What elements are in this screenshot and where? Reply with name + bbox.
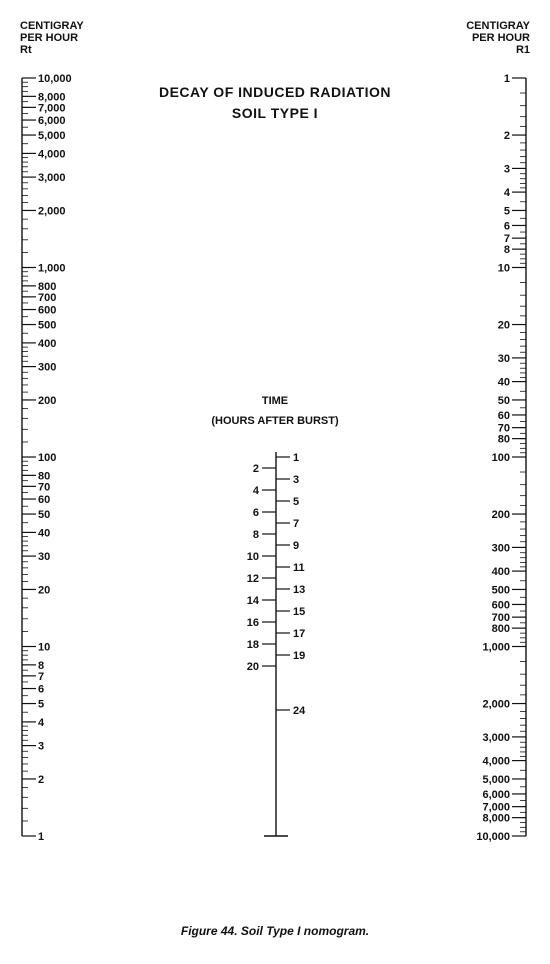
time-right-label: 1	[293, 452, 300, 464]
left-tick-label: 40	[38, 527, 51, 540]
right-rate-scale	[476, 73, 526, 843]
right-tick-label: 40	[497, 376, 510, 389]
right-tick-label: 7	[503, 233, 510, 246]
left-tick-label: 10	[38, 641, 51, 654]
time-title-line1: TIME	[261, 395, 289, 407]
time-scale	[247, 452, 306, 836]
left-tick-label: 30	[38, 551, 51, 564]
time-left-label: 14	[246, 595, 259, 607]
left-tick-label: 400	[38, 337, 57, 350]
right-tick-label: 10,000	[476, 831, 510, 843]
time-right-label: 11	[293, 562, 305, 574]
right-tick-label: 2	[503, 130, 510, 143]
left-tick-label: 80	[38, 470, 51, 483]
right-tick-label: 30	[497, 352, 510, 365]
left-tick-label: 4	[38, 716, 45, 729]
left-tick-label: 5,000	[38, 130, 66, 143]
right-tick-label: 50	[497, 394, 510, 407]
right-tick-label: 400	[491, 566, 510, 579]
time-left-label: 18	[246, 639, 259, 651]
time-right-label: 5	[293, 496, 300, 508]
left-tick-label: 1	[38, 831, 45, 843]
left-tick-label: 3,000	[38, 172, 66, 185]
left-tick-label: 800	[38, 280, 57, 293]
right-tick-label: 60	[497, 409, 510, 422]
time-left-label: 10	[246, 551, 259, 563]
right-tick-label: 5,000	[482, 773, 510, 786]
left-rate-scale	[22, 73, 72, 843]
right-tick-label: 8,000	[482, 812, 510, 825]
left-tick-label: 1,000	[38, 262, 66, 275]
right-tick-label: 2,000	[482, 698, 510, 711]
right-tick-label: 100	[491, 452, 510, 464]
left-tick-label: 3	[38, 740, 45, 753]
left-tick-label: 7	[38, 670, 45, 683]
right-tick-label: 7,000	[482, 801, 510, 814]
left-tick-label: 4,000	[38, 148, 66, 161]
left-tick-label: 8,000	[38, 91, 66, 104]
right-tick-label: 8	[503, 244, 510, 257]
time-left-label: 6	[252, 507, 259, 519]
right-header-line2: PER HOUR	[471, 32, 530, 44]
right-tick-label: 3,000	[482, 731, 510, 744]
left-tick-label: 20	[38, 584, 51, 597]
figure-caption: Figure 44. Soil Type I nomogram.	[180, 924, 370, 938]
time-right-label: 15	[293, 606, 306, 618]
right-tick-label: 500	[491, 584, 510, 597]
right-tick-label: 5	[503, 205, 510, 218]
right-tick-label: 1	[503, 73, 510, 85]
left-tick-label: 700	[38, 291, 57, 304]
right-tick-label: 700	[491, 612, 510, 625]
left-tick-label: 7,000	[38, 102, 66, 115]
time-right-label: 17	[293, 628, 306, 640]
time-right-label: 9	[293, 540, 300, 552]
time-left-label: 20	[246, 661, 259, 673]
time-left-label: 12	[246, 573, 259, 585]
left-tick-label: 100	[38, 452, 57, 464]
right-tick-label: 800	[491, 623, 510, 636]
right-tick-label: 6,000	[482, 788, 510, 801]
right-tick-label: 1,000	[482, 641, 510, 654]
left-tick-label: 300	[38, 361, 57, 374]
right-tick-label: 20	[497, 319, 510, 332]
left-tick-label: 6,000	[38, 115, 66, 128]
right-tick-label: 200	[491, 509, 510, 522]
right-tick-label: 10	[497, 262, 510, 275]
title-line1: DECAY OF INDUCED RADIATION	[158, 84, 392, 100]
time-right-label: 24	[293, 705, 306, 717]
left-tick-label: 6	[38, 683, 45, 696]
time-left-label: 8	[252, 529, 259, 541]
title-line2: SOIL TYPE I	[231, 105, 319, 121]
time-left-label: 4	[252, 485, 259, 497]
right-tick-label: 300	[491, 542, 510, 555]
left-header-line3: Rt	[20, 44, 32, 56]
time-left-label: 16	[246, 617, 259, 629]
left-tick-label: 5	[38, 698, 45, 711]
right-header-line1: CENTIGRAY	[466, 20, 530, 32]
left-tick-label: 10,000	[38, 73, 72, 85]
right-tick-label: 6	[503, 220, 510, 233]
left-tick-label: 200	[38, 394, 57, 407]
left-tick-label: 8	[38, 659, 45, 672]
left-tick-label: 2	[38, 773, 45, 786]
time-left-label: 2	[252, 463, 259, 475]
left-tick-label: 2,000	[38, 205, 66, 218]
time-right-label: 7	[293, 518, 300, 530]
right-tick-label: 70	[497, 422, 510, 435]
left-tick-label: 600	[38, 304, 57, 317]
right-tick-label: 3	[503, 163, 510, 176]
time-right-label: 3	[293, 474, 300, 486]
right-tick-label: 80	[497, 433, 510, 446]
right-tick-label: 600	[491, 599, 510, 612]
left-tick-label: 60	[38, 494, 51, 507]
left-tick-label: 500	[38, 319, 57, 332]
left-header-line1: CENTIGRAY	[20, 20, 84, 32]
right-tick-label: 4	[503, 187, 510, 200]
time-title-line2: (HOURS AFTER BURST)	[211, 415, 339, 427]
right-tick-label: 4,000	[482, 755, 510, 768]
left-tick-label: 70	[38, 481, 51, 494]
left-tick-label: 50	[38, 509, 51, 522]
left-header-line2: PER HOUR	[20, 32, 79, 44]
time-right-label: 13	[293, 584, 306, 596]
time-right-label: 19	[293, 650, 306, 662]
right-header-line3: R1	[515, 44, 530, 56]
